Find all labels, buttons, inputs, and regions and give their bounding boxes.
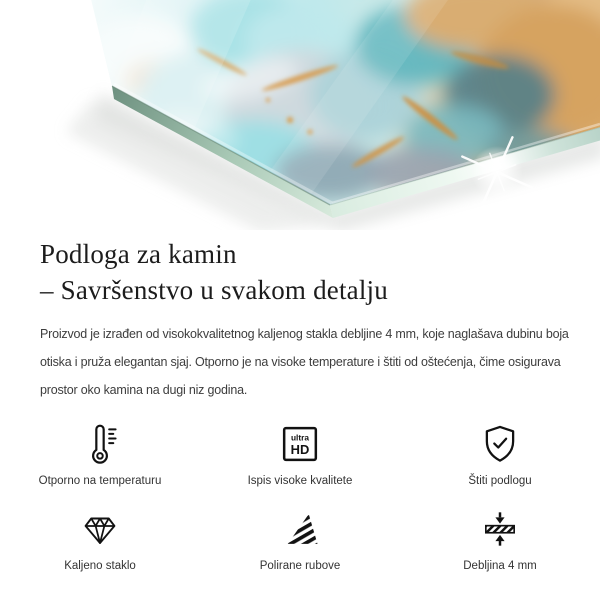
shield-check-icon: [479, 422, 521, 466]
feature-item-thickness: [400, 505, 600, 572]
feature-label: Štiti podlogu: [468, 475, 532, 487]
polished-edges-icon: [279, 508, 321, 550]
feature-item-temperature: [0, 420, 200, 487]
feature-item-protects: [400, 420, 600, 487]
product-glass-panel-photo: [0, 0, 600, 230]
feature-label: Kaljeno staklo: [64, 560, 136, 572]
svg-text:ultra: ultra: [290, 432, 310, 443]
feature-label: Debljina 4 mm: [463, 560, 537, 572]
page-title-line2: – Savršenstvo u svakom detalju: [40, 275, 388, 305]
feature-label: Polirane rubove: [259, 560, 341, 572]
feature-label: Otporno na temperaturu: [38, 475, 162, 487]
thermometer-icon: [78, 421, 122, 467]
feature-item-print-quality: [200, 420, 400, 487]
diamond-icon: [79, 508, 121, 550]
hero-section: [0, 0, 600, 230]
feature-grid: [0, 420, 600, 572]
svg-text:HD: HD: [290, 442, 310, 457]
ultra-hd-icon: [280, 424, 320, 464]
thickness-icon: [480, 506, 520, 552]
product-description: Proizvod je izrađen od visokokvalitetnog kaljenog stakla debljine 4 mm, koje naglašava dubinu boja otiska i pruža elegantan sjaj. Otporno je na visoke temperature i štiti od oštećenja, čime osigurava prostor oko kamina na dugi niz godina.: [40, 327, 569, 397]
page-title-line1: Podloga za kamin: [40, 239, 237, 269]
page-title: [40, 236, 574, 308]
feature-label: Ispis visoke kvalitete: [247, 475, 353, 487]
feature-item-tempered-glass: [0, 505, 200, 572]
product-info-section: [0, 236, 600, 404]
feature-item-polished-edges: [200, 505, 400, 572]
